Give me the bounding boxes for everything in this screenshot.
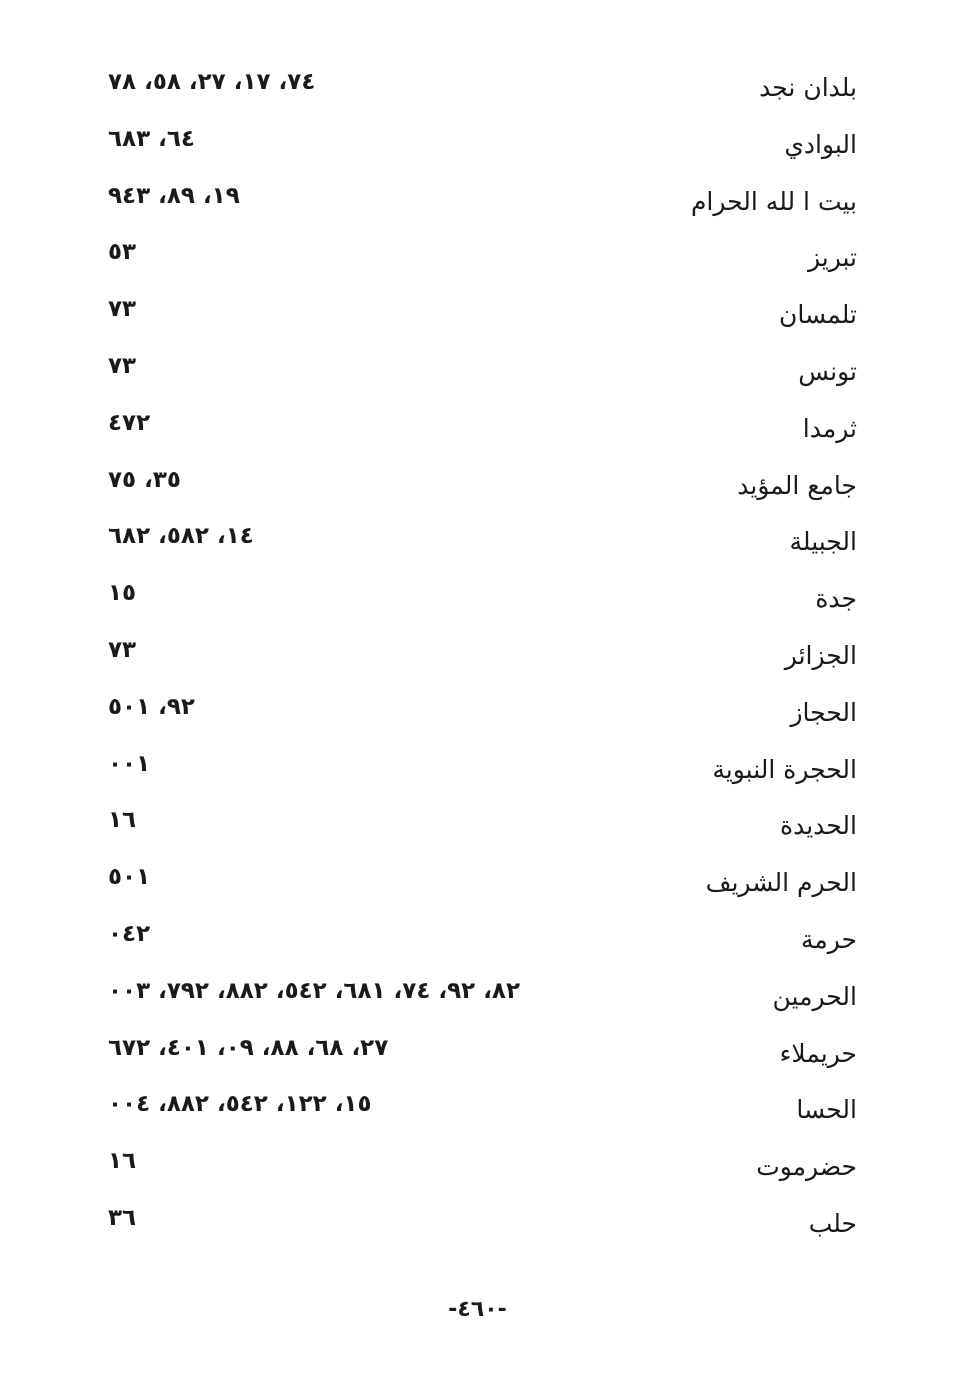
index-entry <box>0 630 955 687</box>
place-name: الحجرة النبوية <box>712 754 857 784</box>
index-entry <box>0 800 955 857</box>
page-references: ٢٧٤ <box>108 409 151 436</box>
page-references: ٧٢، ٨٦، ٨٨، ٩٠، ١٠٤، ٢٧٦ <box>108 1034 389 1061</box>
place-name: البوادي <box>784 129 857 159</box>
index-entry <box>0 1141 955 1198</box>
page-references: ٦١ <box>108 807 137 834</box>
place-name: جامع المؤيد <box>737 470 857 500</box>
index-entry <box>0 914 955 971</box>
page-references: ٣٧ <box>108 636 137 663</box>
place-name: الجزائر <box>784 640 857 670</box>
page-references: ٣٥ <box>108 239 137 266</box>
page-references: ١٠٥ <box>108 864 151 891</box>
place-index-list <box>0 62 955 1255</box>
page-references: ٤٦، ٣٨٦ <box>108 125 195 152</box>
page-references: ١٠٠ <box>108 750 151 777</box>
place-name: حرمة <box>800 924 857 954</box>
index-entry <box>0 346 955 403</box>
page-references: ٢٤٠ <box>108 920 151 947</box>
index-entry <box>0 289 955 346</box>
index-entry <box>0 687 955 744</box>
page-references: ٣٧ <box>108 296 137 323</box>
place-name: الحسا <box>796 1095 857 1125</box>
place-name: جدة <box>815 584 857 614</box>
page-references: ٥١، ٢٢١، ٢٤٥، ٢٨٨، ٤٠٠ <box>108 1091 372 1118</box>
index-entry <box>0 403 955 460</box>
index-entry <box>0 176 955 233</box>
page-references: ٤٧، ٧١، ٧٢، ٨٥، ٨٧ <box>108 69 316 95</box>
place-name: حريملاء <box>779 1038 857 1068</box>
index-entry <box>0 62 955 119</box>
page-references: ٩١، ٩٨، ٣٤٩ <box>108 182 240 209</box>
index-entry <box>0 1028 955 1085</box>
page-references: ٥٣، ٥٧ <box>108 466 181 493</box>
place-name: الجبيلة <box>789 527 857 557</box>
index-entry <box>0 460 955 517</box>
page-references: ٦١ <box>108 1148 137 1175</box>
index-entry <box>0 119 955 176</box>
index-entry <box>0 573 955 630</box>
place-name: الحجاز <box>790 697 857 727</box>
index-entry <box>0 516 955 573</box>
place-name: الحديدة <box>779 811 857 841</box>
place-name: ثرمدا <box>802 413 857 443</box>
place-name: تونس <box>798 356 857 386</box>
page-references: ٣٧ <box>108 352 137 379</box>
place-name: بيت ا لله الحرام <box>690 186 857 216</box>
page-references: ٢٨، ٢٩، ٤٧، ١٨٦، ٢٤٥، ٢٨٨، ٢٩٧، ٣٠٠ <box>108 977 521 1004</box>
place-name: بلدان نجد <box>759 73 857 102</box>
index-entry <box>0 1084 955 1141</box>
place-name: تلمسان <box>779 300 857 330</box>
page-references: ٦٣ <box>108 1204 137 1231</box>
index-entry <box>0 857 955 914</box>
place-name: تبريز <box>807 243 857 273</box>
index-entry <box>0 232 955 289</box>
index-entry <box>0 971 955 1028</box>
place-name: الحرم الشريف <box>705 868 857 898</box>
page-references: ٥١ <box>108 580 137 607</box>
page-number: -٤٦٠- <box>448 1297 507 1322</box>
index-entry <box>0 744 955 801</box>
index-entry <box>0 1198 955 1255</box>
place-name: حلب <box>808 1208 857 1238</box>
page-references: ٢٩، ١٠٥ <box>108 693 195 720</box>
place-name: الحرمين <box>772 981 857 1011</box>
page-references: ٤١، ٢٨٥، ٢٨٦ <box>108 523 254 550</box>
place-name: حضرموت <box>756 1152 857 1182</box>
